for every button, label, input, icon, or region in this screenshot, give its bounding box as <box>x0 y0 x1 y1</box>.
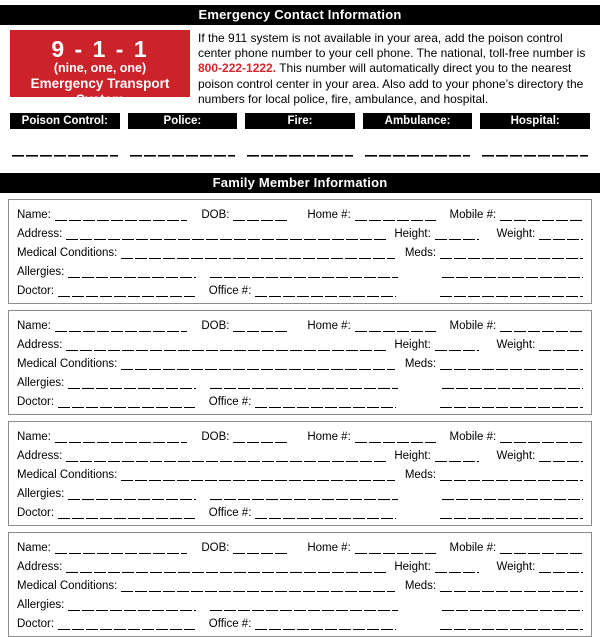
contact-labels-row <box>10 113 590 129</box>
height-label: Height: <box>394 339 431 352</box>
doctor-label: Doctor: <box>17 618 55 631</box>
mobile-phone-label: Mobile #: <box>449 431 497 444</box>
member-row-allergies <box>17 262 583 281</box>
allergies-label: Allergies: <box>17 266 65 279</box>
address-label: Address: <box>17 561 63 574</box>
weight-label: Weight: <box>496 228 536 241</box>
blank-line <box>355 438 436 443</box>
home-phone-label: Home #: <box>307 542 351 555</box>
blank-line <box>233 438 287 443</box>
blank-line <box>440 476 583 481</box>
blank-line <box>440 254 583 259</box>
member-row-doctor <box>17 392 583 411</box>
poison-control-phone-number: 800-222-1222. <box>198 61 277 76</box>
blank-line <box>233 216 287 221</box>
emergency-contact-header: Emergency Contact Information <box>0 5 600 25</box>
blank-line <box>121 365 394 370</box>
top-section <box>10 30 590 107</box>
member-row-doctor <box>17 281 583 300</box>
height-label: Height: <box>394 561 431 574</box>
address-label: Address: <box>17 228 63 241</box>
blank-line <box>435 346 479 351</box>
member-row-name <box>17 316 583 335</box>
dob-label: DOB: <box>201 542 230 555</box>
office-phone-label: Office #: <box>208 285 252 298</box>
blank-line <box>435 235 479 240</box>
blank-line <box>210 606 398 611</box>
doctor-label: Doctor: <box>17 285 55 298</box>
contact-blank-lines-row <box>10 151 590 157</box>
blank-line <box>121 587 394 592</box>
allergies-label: Allergies: <box>17 599 65 612</box>
blank-line <box>255 625 396 630</box>
family-member-block <box>8 199 592 304</box>
blank-line <box>500 549 583 554</box>
meds-label: Meds: <box>404 247 437 260</box>
blank-line <box>440 403 583 408</box>
address-label: Address: <box>17 339 63 352</box>
blank-line <box>440 365 583 370</box>
medical-conditions-label: Medical Conditions: <box>17 580 118 593</box>
weight-label: Weight: <box>496 450 536 463</box>
blank-line <box>435 568 479 573</box>
blank-line <box>55 438 187 443</box>
blank-line <box>500 438 583 443</box>
blank-line <box>58 514 195 519</box>
blank-line <box>255 292 396 297</box>
contact-label-fire: Fire: <box>245 113 355 129</box>
blank-line <box>233 327 287 332</box>
family-member-blocks <box>0 199 600 637</box>
member-row-allergies <box>17 373 583 392</box>
blank-line <box>247 151 353 157</box>
blank-line <box>355 327 436 332</box>
height-label: Height: <box>394 228 431 241</box>
member-row-medical <box>17 243 583 262</box>
mobile-phone-label: Mobile #: <box>449 320 497 333</box>
member-row-name <box>17 205 583 224</box>
blank-line <box>58 292 195 297</box>
blank-line <box>440 292 583 297</box>
blank-line <box>55 549 187 554</box>
family-member-header: Family Member Information <box>0 173 600 193</box>
blank-line <box>255 403 396 408</box>
dob-label: DOB: <box>201 431 230 444</box>
blank-line <box>539 568 583 573</box>
blank-line <box>12 151 118 157</box>
weight-label: Weight: <box>496 561 536 574</box>
instructions-text-after: This number will automatically direct you to the nearest poison control center in your area. Also add to your phone’s directory the numbers for local police, fire, ambulance, and hospital. <box>198 61 584 106</box>
emergency-911-box <box>10 30 190 107</box>
name-label: Name: <box>17 320 51 333</box>
family-member-block <box>8 532 592 637</box>
member-row-medical <box>17 465 583 484</box>
blank-line <box>482 151 588 157</box>
blank-line <box>210 384 398 389</box>
member-row-allergies <box>17 484 583 503</box>
contact-label-poison-control: Poison Control: <box>10 113 120 129</box>
blank-line <box>121 476 394 481</box>
blank-line <box>539 235 583 240</box>
meds-label: Meds: <box>404 358 437 371</box>
emergency-number: 9 - 1 - 1 <box>51 36 149 62</box>
name-label: Name: <box>17 209 51 222</box>
blank-line <box>440 514 583 519</box>
allergies-label: Allergies: <box>17 377 65 390</box>
member-row-address <box>17 557 583 576</box>
blank-line <box>442 273 583 278</box>
blank-line <box>355 549 436 554</box>
instructions-paragraph <box>198 30 590 107</box>
instructions-text-before: If the 911 system is not available in your area, add the poison control center phone number to your cell phone. The national, toll-free number is <box>198 31 586 61</box>
home-phone-label: Home #: <box>307 209 351 222</box>
blank-line <box>55 327 187 332</box>
blank-line <box>130 151 236 157</box>
medical-conditions-label: Medical Conditions: <box>17 247 118 260</box>
blank-line <box>440 625 583 630</box>
blank-line <box>66 346 388 351</box>
contact-label-hospital: Hospital: <box>480 113 590 129</box>
blank-line <box>233 549 287 554</box>
name-label: Name: <box>17 542 51 555</box>
blank-line <box>365 151 471 157</box>
member-row-doctor <box>17 503 583 522</box>
dob-label: DOB: <box>201 320 230 333</box>
blank-line <box>66 457 388 462</box>
member-row-name <box>17 427 583 446</box>
blank-line <box>355 216 436 221</box>
name-label: Name: <box>17 431 51 444</box>
meds-label: Meds: <box>404 469 437 482</box>
blank-line <box>442 606 583 611</box>
address-label: Address: <box>17 450 63 463</box>
height-label: Height: <box>394 450 431 463</box>
contact-label-ambulance: Ambulance: <box>363 113 473 129</box>
family-member-block <box>8 421 592 526</box>
member-row-doctor <box>17 614 583 633</box>
doctor-label: Doctor: <box>17 396 55 409</box>
office-phone-label: Office #: <box>208 396 252 409</box>
blank-line <box>68 384 195 389</box>
doctor-label: Doctor: <box>17 507 55 520</box>
blank-line <box>210 273 398 278</box>
medical-conditions-label: Medical Conditions: <box>17 358 118 371</box>
blank-line <box>68 273 195 278</box>
blank-line <box>500 327 583 332</box>
blank-line <box>255 514 396 519</box>
family-member-block <box>8 310 592 415</box>
blank-line <box>539 346 583 351</box>
blank-line <box>121 254 394 259</box>
blank-line <box>210 495 398 500</box>
member-row-medical <box>17 354 583 373</box>
mobile-phone-label: Mobile #: <box>449 209 497 222</box>
blank-line <box>55 216 187 221</box>
member-row-medical <box>17 576 583 595</box>
member-row-address <box>17 224 583 243</box>
weight-label: Weight: <box>496 339 536 352</box>
blank-line <box>442 384 583 389</box>
home-phone-label: Home #: <box>307 431 351 444</box>
emergency-number-pronunciation: (nine, one, one) <box>53 61 147 75</box>
meds-label: Meds: <box>404 580 437 593</box>
blank-line <box>66 235 388 240</box>
blank-line <box>539 457 583 462</box>
blank-line <box>68 606 195 611</box>
home-phone-label: Home #: <box>307 320 351 333</box>
office-phone-label: Office #: <box>208 618 252 631</box>
blank-line <box>66 568 388 573</box>
medical-conditions-label: Medical Conditions: <box>17 469 118 482</box>
blank-line <box>68 495 195 500</box>
contact-label-police: Police: <box>128 113 238 129</box>
blank-line <box>435 457 479 462</box>
member-row-allergies <box>17 595 583 614</box>
mobile-phone-label: Mobile #: <box>449 542 497 555</box>
allergies-label: Allergies: <box>17 488 65 501</box>
member-row-name <box>17 538 583 557</box>
blank-line <box>440 587 583 592</box>
blank-line <box>58 403 195 408</box>
member-row-address <box>17 335 583 354</box>
dob-label: DOB: <box>201 209 230 222</box>
emergency-transport-label: Emergency Transport System <box>30 76 170 107</box>
blank-line <box>500 216 583 221</box>
blank-line <box>58 625 195 630</box>
office-phone-label: Office #: <box>208 507 252 520</box>
member-row-address <box>17 446 583 465</box>
blank-line <box>442 495 583 500</box>
